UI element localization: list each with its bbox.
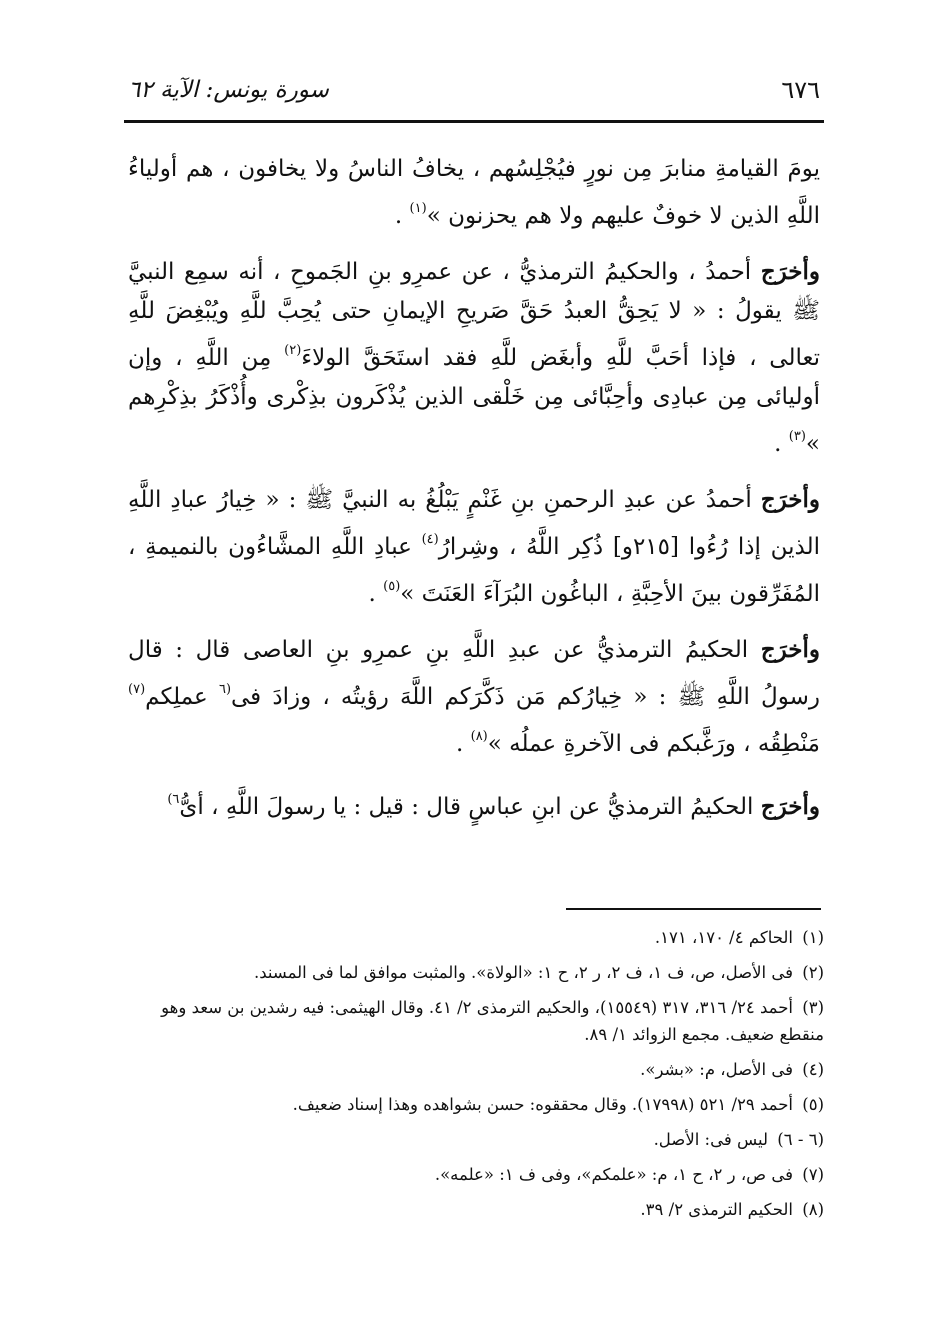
footnote-number: (٢)	[802, 963, 824, 982]
footnote-text: الحاكم ٤/ ١٧٠، ١٧١.	[654, 928, 793, 947]
footnotes	[124, 924, 824, 1231]
footnote	[124, 1091, 824, 1118]
paragraph-3	[128, 480, 820, 614]
footnote-ref: (٦	[218, 682, 232, 697]
footnote-number: (٨)	[802, 1200, 824, 1219]
footnote	[124, 959, 824, 986]
footnote-ref: (٢)	[284, 343, 302, 358]
footnote-ref: (٥)	[383, 579, 401, 594]
footnote-text: أحمد ٢٤/ ٣١٦، ٣١٧ (١٥٥٤٩)، والحكيم الترمذى ٢/ ٤١. وقال الهيثمى: فيه رشدين بن سعد وهو منقطع ضعيف. مجمع الزوائد ١/ ٨٩.	[161, 998, 824, 1044]
footnote	[124, 1161, 824, 1188]
footnote-ref: (٧)	[128, 682, 146, 697]
footnote	[124, 924, 824, 951]
paragraph-1	[128, 150, 820, 236]
paragraph-text: الحكيمُ الترمذيُّ عن ابنِ عباسٍ قال : قيل : يا رسولَ اللَّهِ ، أىُّ	[179, 794, 761, 820]
footnote-ref: (٨)	[470, 729, 488, 744]
footnote-number: (١)	[802, 928, 824, 947]
footnote	[124, 1056, 824, 1083]
page-header	[128, 72, 820, 108]
page-number: ٦٧٦	[781, 76, 820, 104]
paragraph-lead: وأخرَج	[760, 258, 820, 285]
footnote-text: فى ص، ر ٢، ح ١، م: «علمكم»، وفى ف ١: «علمه».	[434, 1165, 793, 1184]
body-text	[128, 150, 820, 843]
footnote-text: فى الأصل، م: «بشر».	[640, 1060, 793, 1079]
footnote-text: فى الأصل، ص، ف ١، ف ٢، ر ٢، ح ١: «الولاة». والمثبت موافق لما فى المسند.	[253, 963, 793, 982]
paragraph-tail: .	[455, 731, 471, 757]
footnote-number: (٥)	[802, 1095, 824, 1114]
paragraph-lead: وأخرَج	[760, 793, 820, 820]
paragraph-lead: وأخرَج	[760, 486, 820, 513]
paragraph-tail: .	[774, 431, 789, 457]
paragraph-text-3: مَنْطِقُه ، ورَغَّبكم فى الآخرةِ عملُه »	[487, 731, 820, 757]
header-rule	[124, 120, 824, 123]
paragraph-text: أحمدُ ، والحكيمُ الترمذيُّ ، عن عمرِو بنِ الجَموحِ ، أنه سمِع النبيَّ ﷺ يقولُ : « لا يَحِقُّ العبدُ حَقَّ صَريحِ الإيمانِ حتى يُحِبَّ للَّهِ ويُبْغِضَ للَّهِ تعالى ، فإذا أحَبَّ للَّهِ وأبغَض للَّهِ فقد استَحَقَّ الولاءَ	[128, 259, 820, 371]
footnote	[124, 994, 824, 1048]
paragraph-text-2: عملِكم	[145, 684, 219, 710]
footnote-ref: (٤)	[421, 532, 439, 547]
footnote-ref: ٦)	[167, 792, 180, 807]
paragraph-text-2: عبادِ اللَّهِ المشَّاءُون بالنميمةِ ، المُفَرِّقون بينَ الأحِبَّةِ ، الباغُون البُرَآءَ العَنَتَ »	[128, 534, 820, 607]
footnote-number: (٦ - ٦)	[777, 1130, 824, 1149]
footnote	[124, 1126, 824, 1153]
paragraph-tail: .	[394, 203, 410, 229]
paragraph-text: يومَ القيامةِ منابرَ مِن نورٍ فيُجْلِسُهم ، يخافُ الناسُ ولا يخافون ، هم أولياءُ اللَّهِ الذين لا خوفٌ عليهم ولا هم يحزنون »	[128, 156, 820, 229]
footnote	[124, 1196, 824, 1223]
footnote-number: (٤)	[802, 1060, 824, 1079]
footnote-text: أحمد ٢٩/ ٥٢١ (١٧٩٩٨). وقال محققوه: حسن بشواهده وهذا إسناد ضعيف.	[292, 1095, 793, 1114]
paragraph-2	[128, 252, 820, 464]
paragraph-4	[128, 630, 820, 764]
paragraph-lead: وأخرَج	[760, 636, 820, 663]
paragraph-text: الحكيمُ الترمذيُّ عن عبدِ اللَّهِ بنِ عمرِو بنِ العاصى قال : قال رسولُ اللَّهِ ﷺ : « خِيارُكم مَن ذَكَّرَكم اللَّهَ رؤيتُه ، وزادَ فى	[128, 637, 820, 710]
paragraph-5	[128, 780, 820, 827]
running-title: سورة يونس: الآية ٦٢	[128, 77, 329, 103]
footnote-text: الحكيم الترمذى ٢/ ٣٩.	[640, 1200, 793, 1219]
paragraph-tail: .	[368, 581, 384, 607]
footnote-number: (٧)	[802, 1165, 824, 1184]
footnote-text: ليس فى: الأصل.	[653, 1130, 769, 1149]
footnote-number: (٣)	[802, 998, 824, 1017]
paragraph-text: أحمدُ عن عبدِ الرحمنِ بنِ غَنْمٍ يَبْلُغُ به النبيَّ ﷺ : « خِيارُ عبادِ اللَّهِ الذين إذا رُءُوا [٢١٥و] ذُكِر اللَّهُ ، وشِرارُ	[128, 487, 820, 560]
footnote-rule	[566, 908, 821, 910]
footnote-ref: (٣)	[788, 429, 806, 444]
paragraph-text-2: مِن اللَّهِ ، وإن أوليائى مِن عبادِى وأحِبَّائى مِن خَلْقى الذين يُذْكَرون بذِكْرى وأُذْكَرُ بذِكْرِهم »	[128, 345, 820, 457]
footnote-ref: (١)	[409, 201, 427, 216]
